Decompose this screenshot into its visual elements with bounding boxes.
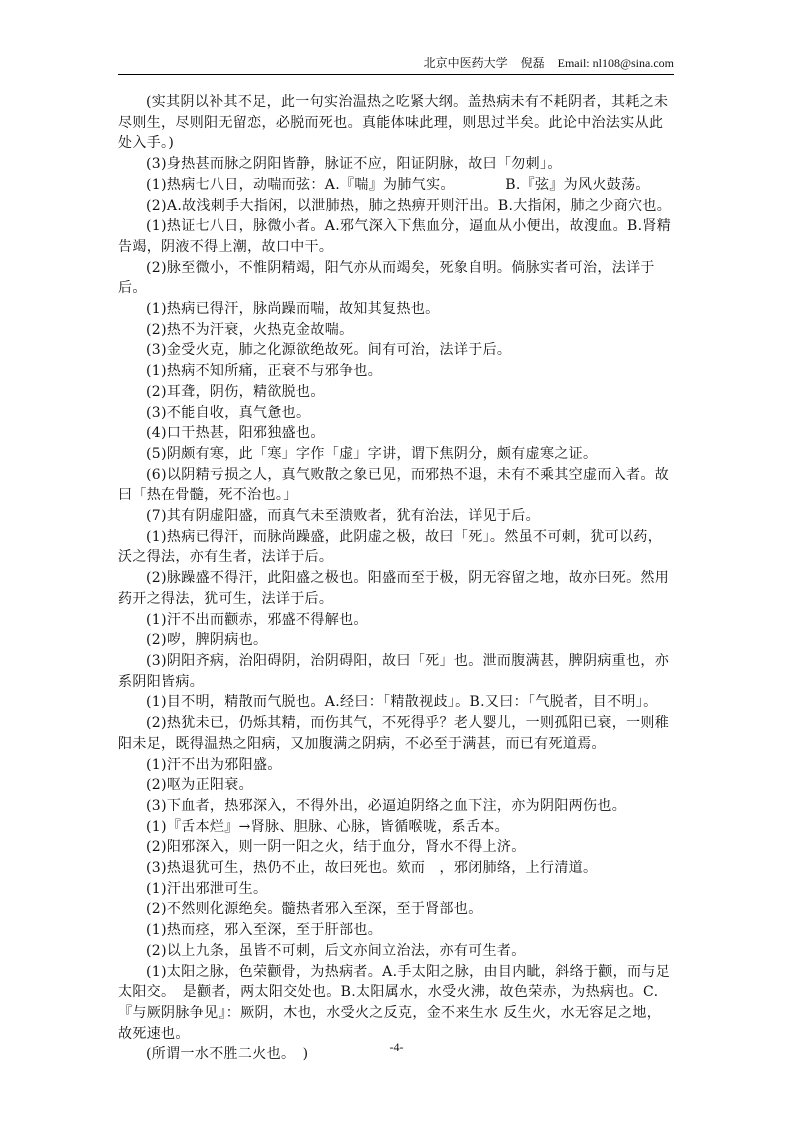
paragraph: (2)脉至微小，不惟阴精竭，阳气亦从而竭矣，死象自明。倘脉实者可治，法详于后。 <box>118 259 655 297</box>
paragraph: (1)热而痉，邪入至深，至于肝部也。 <box>146 922 383 939</box>
paragraph: (3)金受火克，肺之化源欲绝故死。间有可治，法详于后。 <box>146 342 512 359</box>
paragraph: (2)不然则化源绝矣。髓热者邪入至深，至于肾部也。 <box>146 901 483 918</box>
paragraph: (实其阴以补其不足，此一句实治温热之吃紧大纲。盖热病未有不耗阴者，其耗之未尽则生，尽则阳无留恋，必脱而死也。真能体味此理，则思过半矣。此论中治法实从此处入手。) <box>118 94 669 152</box>
paragraph: (1)汗出邪泄可生。 <box>146 880 268 897</box>
paragraph: (2)以上九条，虽皆不可刺，后文亦间立治法，亦有可生者。 <box>146 942 526 959</box>
page-header <box>118 55 674 75</box>
paragraph: (2)哕，脾阴病也。 <box>146 632 268 649</box>
paragraph: (2)呕为正阳衰。 <box>146 777 253 794</box>
paragraph: (3)身热甚而脉之阴阳皆静，脉证不应，阳证阴脉，故曰「勿刺」。 <box>146 156 562 173</box>
paragraph: (1)目不明，精散而气脱也。A.经曰：「精散视歧」。B.又曰：「气脱者，目不明」。 <box>146 694 658 711</box>
paragraph: (1)热病七八日，动喘而弦：A.『喘』为肺气实。 B.『弦』为风火鼓荡。 <box>146 176 650 193</box>
paragraph: (3)下血者，热邪深入，不得外出，必逼迫阴络之血下注，亦为阴阳两伤也。 <box>146 797 627 814</box>
header-email: Email: nl108@sina.com <box>557 56 674 70</box>
paragraph: (2)阳邪深入，则一阴一阳之火，结于血分，肾水不得上济。 <box>146 839 526 856</box>
paragraph: (2)热不为汗衰，火热克金故喘。 <box>146 321 354 338</box>
page-number: -4- <box>389 1040 404 1054</box>
paragraph: (2)热犹未已，仍烁其精，而伤其气，不死得乎？老人婴儿，一则孤阳已衰，一则稚阳未足，既得温热之阳病，又加腹满之阴病，不必至于满甚，而已有死道焉。 <box>118 715 670 752</box>
paragraph: (5)阴颇有寒，此「寒」字作「虚」字讲，谓下焦阴分，颇有虚寒之证。 <box>146 445 598 462</box>
paragraph: (3)热退犹可生，热仍不止，故曰死也。欬而 ，邪闭肺络，上行清道。 <box>146 860 598 877</box>
header-author: 倪磊 <box>520 56 545 70</box>
document-body <box>118 92 674 1065</box>
paragraph: (1)热证七八日，脉微小者。A.邪气深入下焦血分，逼血从小便出，故溲血。B.肾精告竭，阴液不得上潮，故口中干。 <box>118 218 672 255</box>
paragraph: (1)热病不知所痛，正衰不与邪争也。 <box>146 363 383 380</box>
paragraph: (3)阴阳齐病，治阳碍阴，治阴碍阳，故曰「死」也。泄而腹满甚，脾阴病重也，亦系阴阳皆病。 <box>118 652 670 690</box>
header-institution: 北京中医药大学 <box>423 56 508 70</box>
paragraph: (2)A.故浅刺手大指闲，以泄肺热，肺之热痹开则汗出。B.大指闲，肺之少商穴也。 <box>146 197 672 214</box>
paragraph: (1)太阳之脉，色荣颧骨，为热病者。A.手太阳之脉，由目内眦，斜络于颧，而与足太阳交。 是颧者，两太阳交处也。B.太阳属水，水受火沸，故色荣赤，为热病也。C.『与厥阴脉争见』：厥阴，木也，水受火之反克，金不来生水 反生火，水无容足之地，故死速也。 <box>118 963 671 1042</box>
paragraph: (1)汗不出为邪阳盛。 <box>146 756 282 773</box>
paragraph: (1)热病已得汗，而脉尚躁盛，此阴虚之极，故曰「死」。然虽不可刺，犹可以药，沃之得法，亦有生者，法详于后。 <box>118 528 663 566</box>
paragraph: (6)以阴精亏损之人，真气败散之象已见，而邪热不退，未有不乘其空虚而入者。故曰「热在骨髓，死不治也。」 <box>118 466 670 504</box>
paragraph: (1)『舌本烂』→肾脉、胆脉、心脉，皆循喉咙，系舌本。 <box>146 818 510 835</box>
paragraph: (2)脉躁盛不得汗，此阳盛之极也。阳盛而至于极，阴无容留之地，故亦曰死。然用药开之得法，犹可生，法详于后。 <box>118 570 670 607</box>
paragraph: (4)口干热甚，阳邪独盛也。 <box>146 425 325 442</box>
paragraph: (所谓一水不胜二火也。 ) <box>146 1046 309 1063</box>
paragraph: (3)不能自收，真气惫也。 <box>146 404 311 421</box>
paragraph: (2)耳聋，阴伤，精欲脱也。 <box>146 383 325 400</box>
paragraph: (1)汗不出而颧赤，邪盛不得解也。 <box>146 611 368 628</box>
paragraph: (1)热病已得汗，脉尚躁而喘，故知其复热也。 <box>146 301 440 318</box>
paragraph: (7)其有阴虚阳盛，而真气未至溃败者，犹有治法，详见于后。 <box>146 508 540 525</box>
